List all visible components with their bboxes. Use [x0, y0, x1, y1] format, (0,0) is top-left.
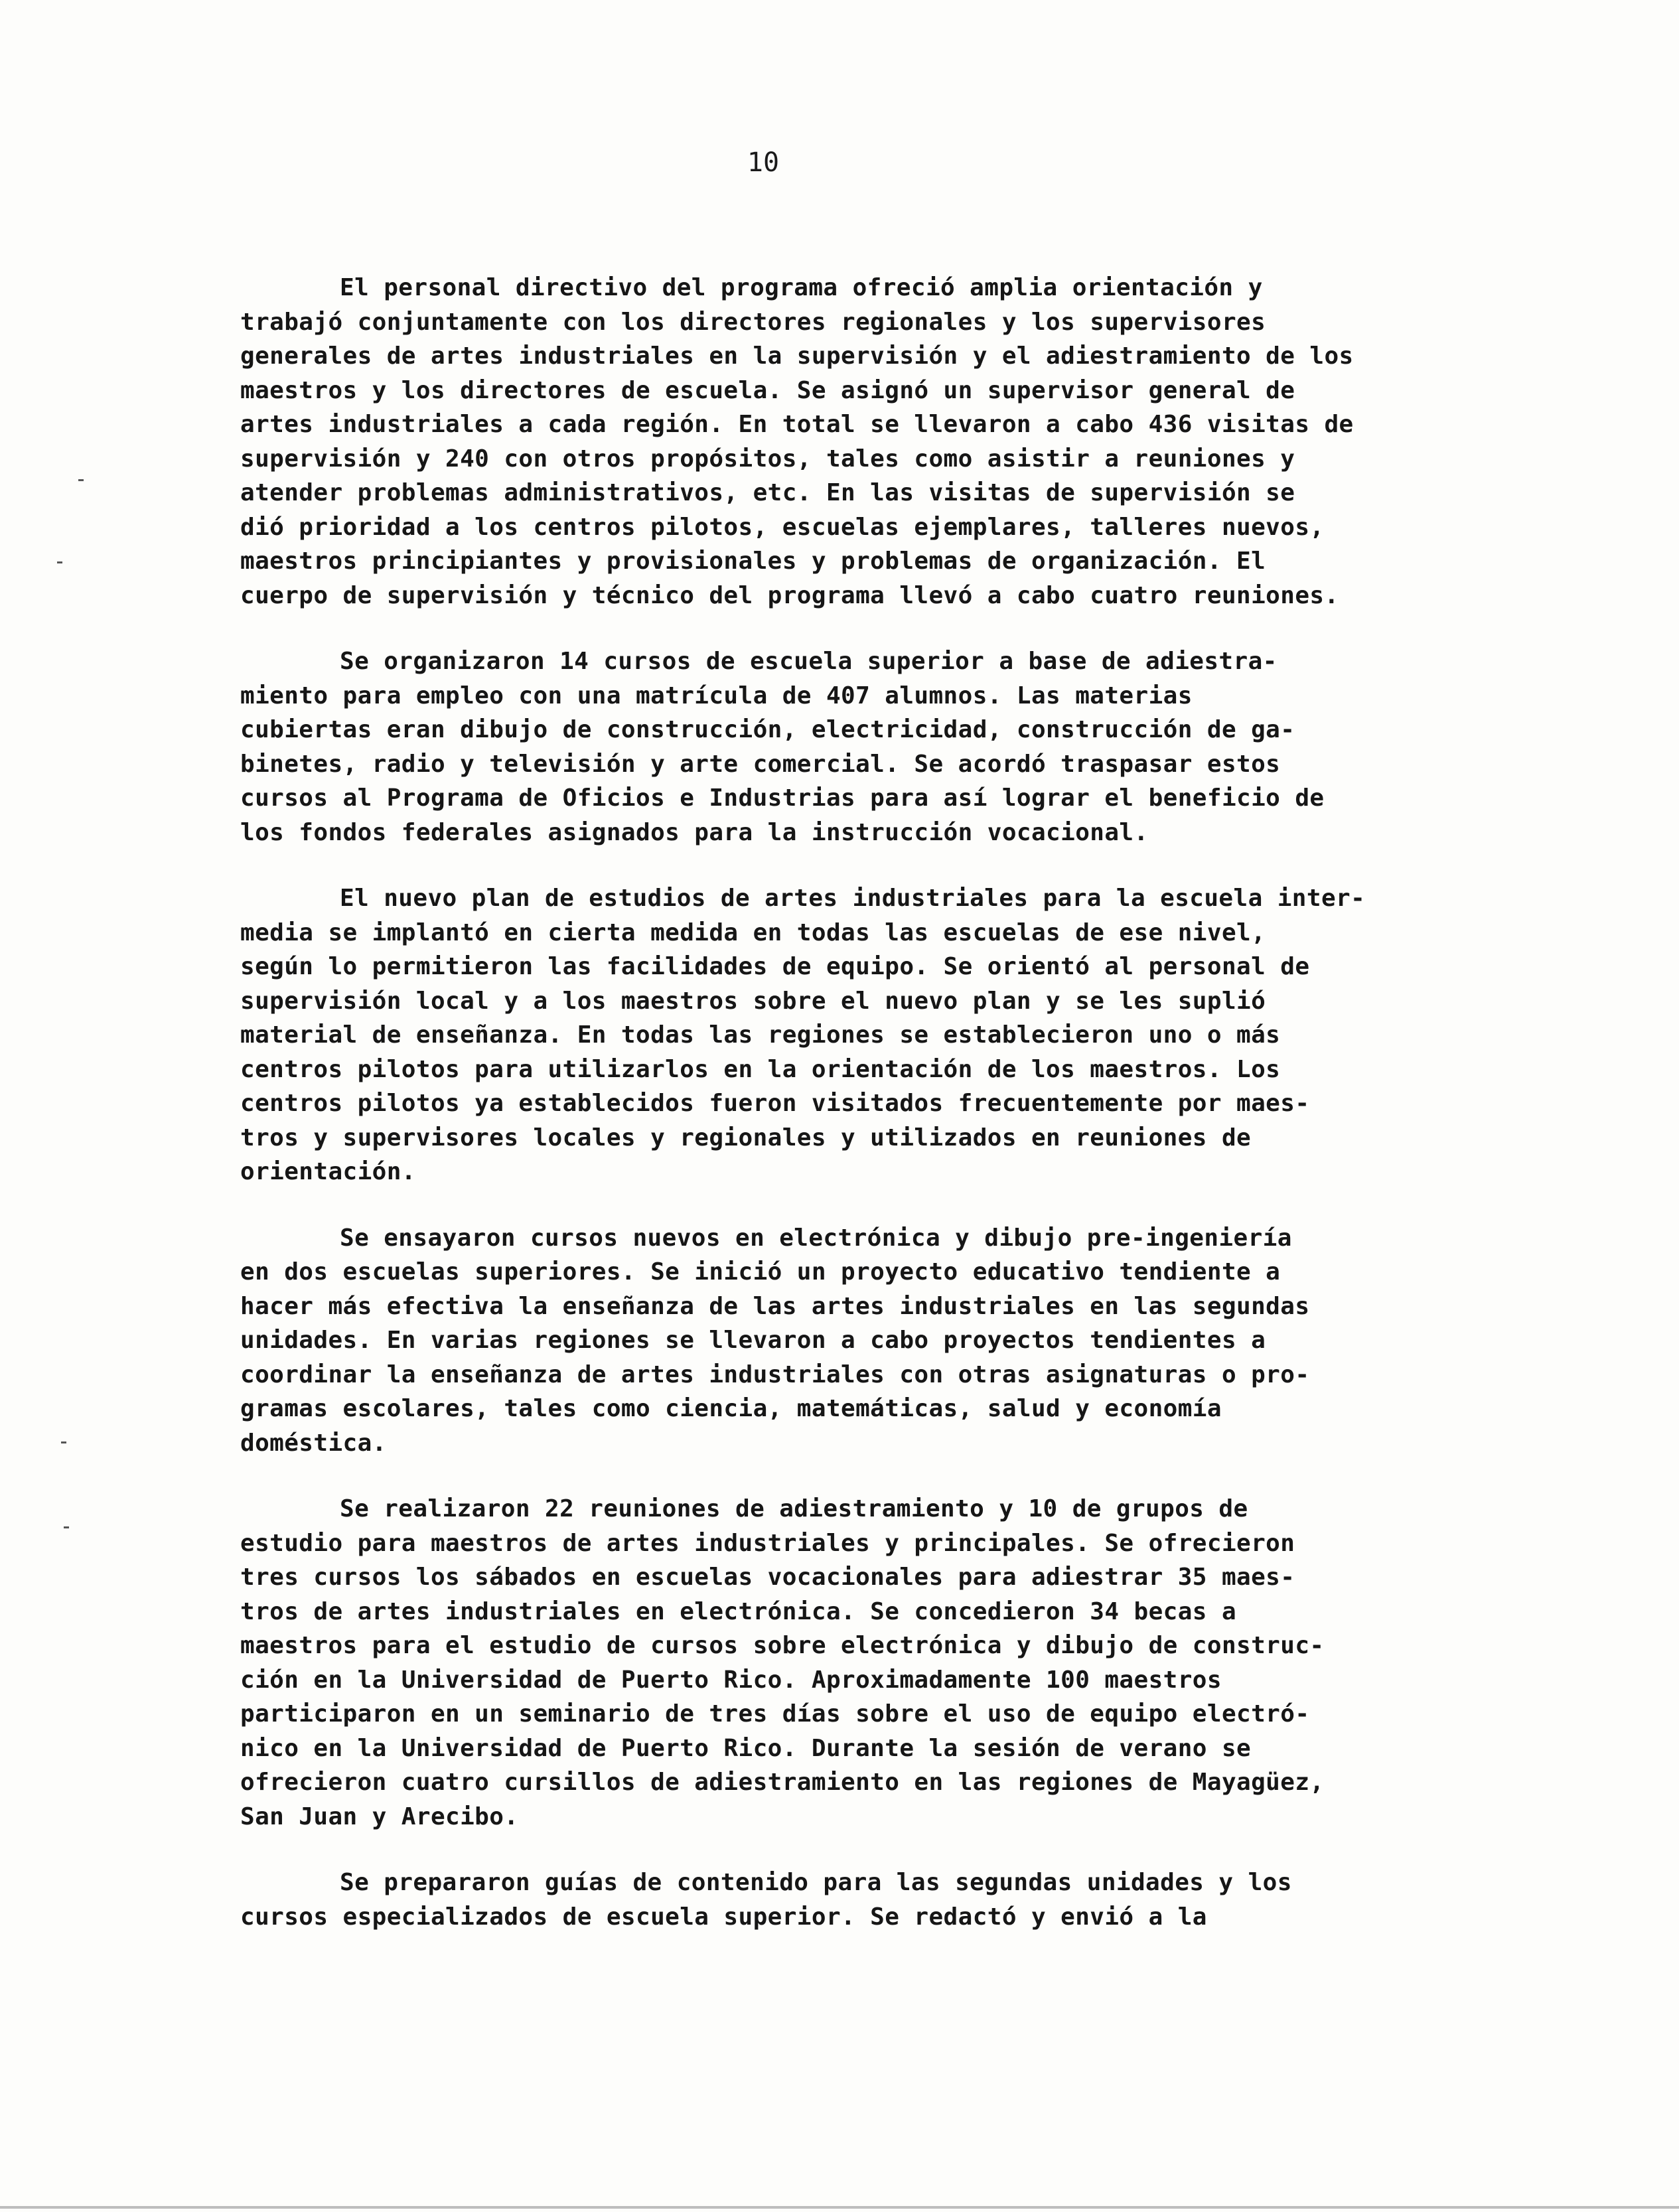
- text-line: El personal directivo del programa ofreció amplia orientación y: [340, 274, 1263, 301]
- text-line: estudio para maestros de artes industriales y principales. Se ofrecieron: [240, 1529, 1295, 1557]
- scan-speck: [61, 1441, 66, 1443]
- text-line: centros pilotos para utilizarlos en la orientación de los maestros. Los: [240, 1055, 1281, 1083]
- paragraph: [240, 644, 1475, 849]
- text-line: Se ensayaron cursos nuevos en electrónica y dibujo pre-ingeniería: [340, 1224, 1292, 1252]
- body-text: [240, 271, 1475, 1966]
- scan-speck: [57, 561, 62, 563]
- text-line: ofrecieron cuatro cursillos de adiestramiento en las regiones de Mayagüez,: [240, 1769, 1325, 1796]
- scan-speck: [78, 479, 84, 481]
- paragraph: [240, 1866, 1475, 1934]
- text-line: según lo permitieron las facilidades de equipo. Se orientó al personal de: [240, 953, 1310, 980]
- text-line: San Juan y Arecibo.: [240, 1803, 519, 1830]
- text-line: tres cursos los sábados en escuelas vocacionales para adiestrar 35 maes-: [240, 1564, 1295, 1591]
- text-line: tros de artes industriales en electrónica. Se concedieron 34 becas a: [240, 1597, 1237, 1625]
- scan-speck: [64, 1526, 69, 1528]
- text-line: coordinar la enseñanza de artes industriales con otras asignaturas o pro-: [240, 1361, 1310, 1388]
- page-number: 10: [747, 147, 780, 178]
- text-line: participaron en un seminario de tres días sobre el uso de equipo electró-: [240, 1700, 1310, 1728]
- text-line: unidades. En varias regiones se llevaron a cabo proyectos tendientes a: [240, 1327, 1266, 1354]
- text-line: ción en la Universidad de Puerto Rico. Aproximadamente 100 maestros: [240, 1666, 1222, 1694]
- text-line: atender problemas administrativos, etc. En las visitas de supervisión se: [240, 479, 1295, 506]
- paragraph: [240, 881, 1475, 1189]
- paragraph: [240, 1221, 1475, 1461]
- text-line: en dos escuelas superiores. Se inició un proyecto educativo tendiente a: [240, 1258, 1281, 1286]
- text-line: gramas escolares, tales como ciencia, matemáticas, salud y economía: [240, 1395, 1222, 1422]
- text-line: trabajó conjuntamente con los directores regionales y los supervisores: [240, 308, 1266, 336]
- text-line: nico en la Universidad de Puerto Rico. Durante la sesión de verano se: [240, 1734, 1252, 1762]
- text-line: cursos especializados de escuela superior. Se redactó y envió a la: [240, 1903, 1207, 1931]
- text-line: Se prepararon guías de contenido para las segundas unidades y los: [340, 1869, 1292, 1896]
- text-line: dió prioridad a los centros pilotos, escuelas ejemplares, talleres nuevos,: [240, 513, 1325, 541]
- paragraph: [240, 1492, 1475, 1834]
- text-line: cubiertas eran dibujo de construcción, electricidad, construcción de ga-: [240, 716, 1295, 743]
- text-line: generales de artes industriales en la supervisión y el adiestramiento de los: [240, 342, 1354, 370]
- text-line: maestros y los directores de escuela. Se asignó un supervisor general de: [240, 376, 1295, 404]
- text-line: tros y supervisores locales y regionales y utilizados en reuniones de: [240, 1124, 1252, 1151]
- text-line: doméstica.: [240, 1429, 387, 1457]
- text-line: Se realizaron 22 reuniones de adiestramiento y 10 de grupos de: [340, 1495, 1248, 1522]
- page-bottom-edge: [0, 2206, 1679, 2209]
- text-line: cuerpo de supervisión y técnico del programa llevó a cabo cuatro reuniones.: [240, 581, 1339, 609]
- text-line: orientación.: [240, 1158, 416, 1185]
- text-line: supervisión local y a los maestros sobre el nuevo plan y se les suplió: [240, 987, 1266, 1015]
- text-line: centros pilotos ya establecidos fueron visitados frecuentemente por maes-: [240, 1090, 1310, 1117]
- paragraph: [240, 271, 1475, 613]
- text-line: los fondos federales asignados para la instrucción vocacional.: [240, 818, 1149, 846]
- text-line: hacer más efectiva la enseñanza de las artes industriales en las segundas: [240, 1292, 1310, 1320]
- text-line: maestros para el estudio de cursos sobre electrónica y dibujo de construc-: [240, 1632, 1325, 1659]
- text-line: cursos al Programa de Oficios e Industrias para así lograr el beneficio de: [240, 784, 1325, 812]
- text-line: El nuevo plan de estudios de artes industriales para la escuela inter-: [340, 885, 1366, 912]
- text-line: maestros principiantes y provisionales y problemas de organización. El: [240, 548, 1266, 575]
- text-line: supervisión y 240 con otros propósitos, tales como asistir a reuniones y: [240, 445, 1295, 473]
- text-line: Se organizaron 14 cursos de escuela superior a base de adiestra-: [340, 648, 1278, 675]
- text-line: binetes, radio y televisión y arte comercial. Se acordó traspasar estos: [240, 750, 1281, 778]
- text-line: media se implantó en cierta medida en todas las escuelas de ese nivel,: [240, 919, 1266, 946]
- text-line: miento para empleo con una matrícula de 407 alumnos. Las materias: [240, 682, 1193, 709]
- text-line: artes industriales a cada región. En total se llevaron a cabo 436 visitas de: [240, 411, 1354, 438]
- text-line: material de enseñanza. En todas las regiones se establecieron uno o más: [240, 1021, 1281, 1049]
